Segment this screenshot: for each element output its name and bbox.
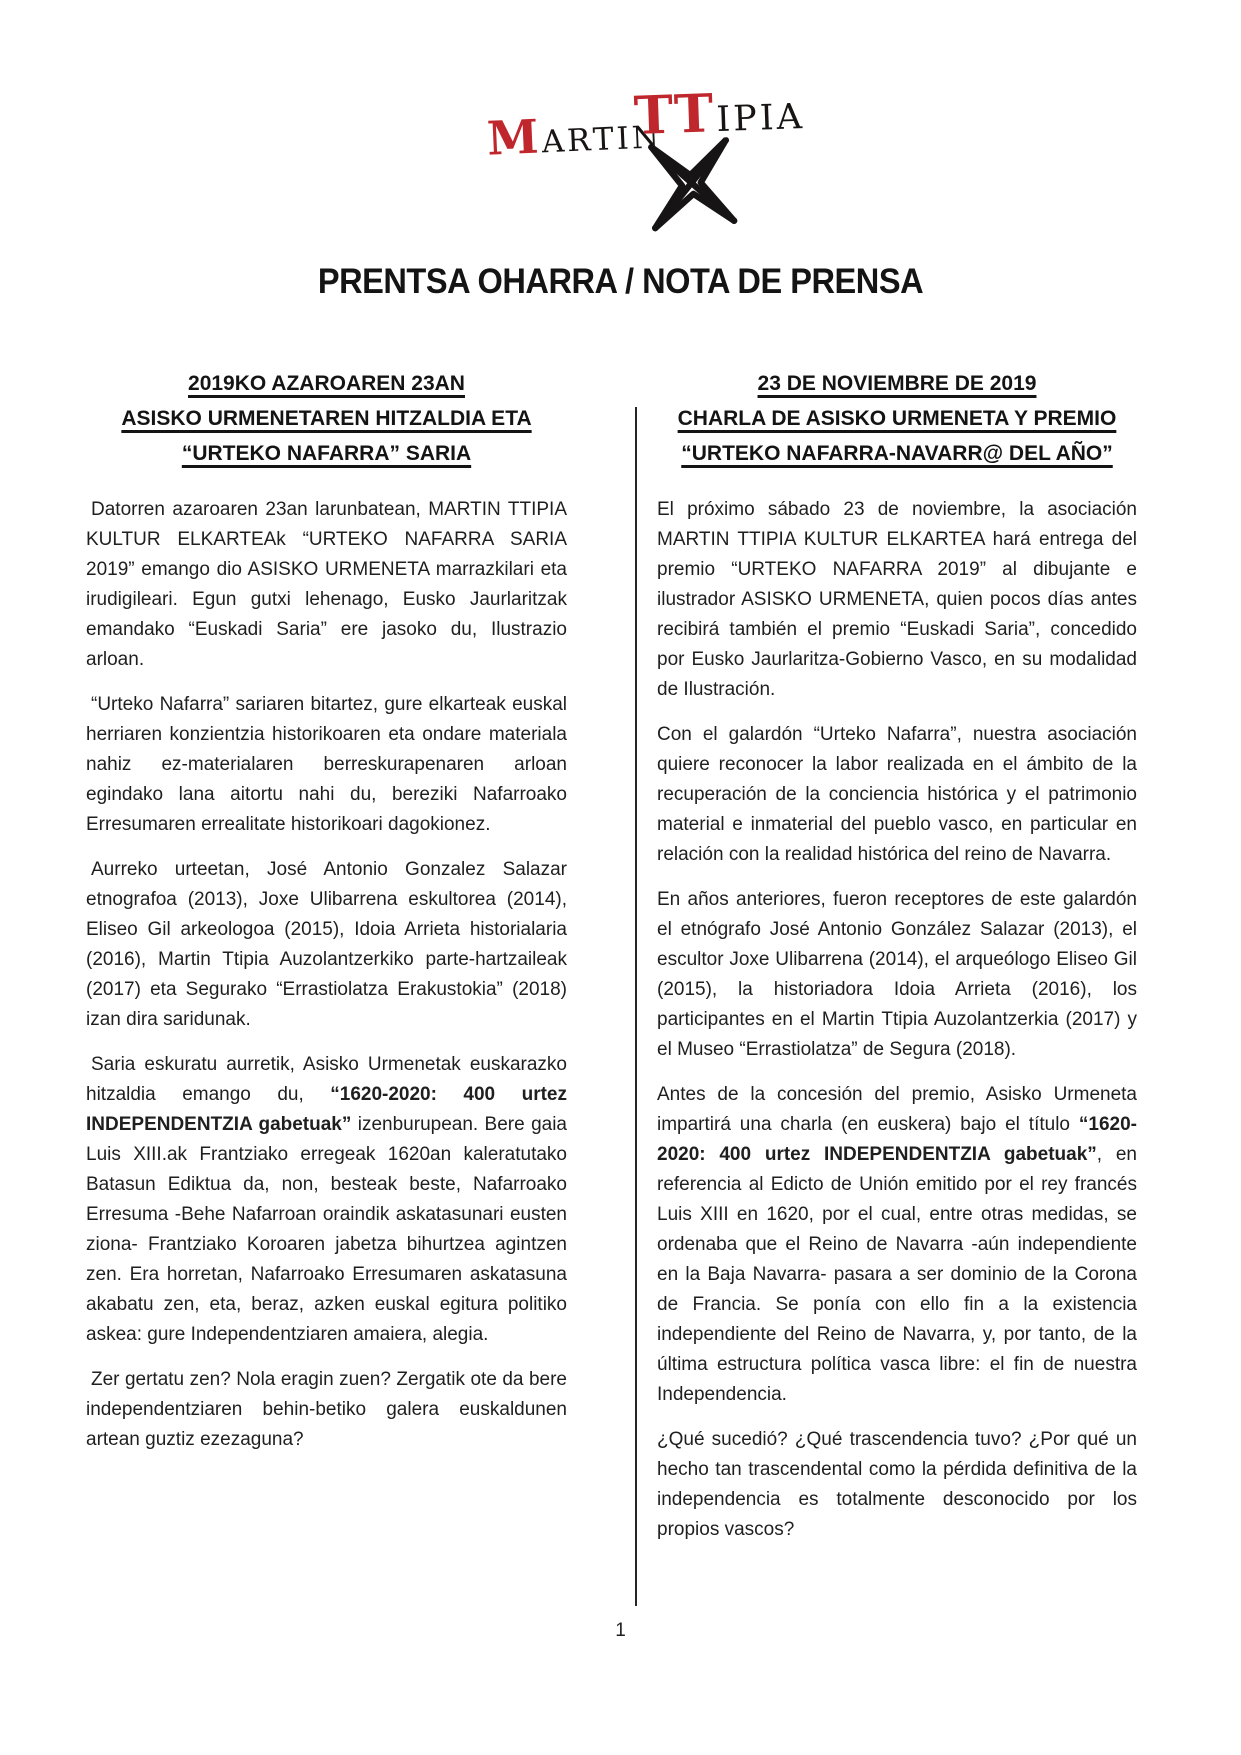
logo-ttipia-rest: IPIA: [715, 97, 806, 141]
spanish-paragraph-4-bold-title: “1620-2020: 400 urtez INDEPENDENTZIA gabetuak”: [657, 1114, 1137, 1165]
basque-paragraph-5: Zer gertatu zen? Nola eragin zuen? Zergatik ote da bere independentziaren behin-betiko galera euskaldunen artean guztiz ezezaguna?: [86, 1369, 567, 1450]
basque-heading-line1: ASISKO URMENETAREN HITZALDIA ETA: [121, 407, 532, 430]
spanish-paragraph-5: ¿Qué sucedió? ¿Qué trascendencia tuvo? ¿Por qué un hecho tan trascendental como la pérdida definitiva de la independencia es totalmente desconocido por los propios vascos?: [657, 1429, 1137, 1540]
spanish-heading: [657, 366, 1137, 471]
logo-martin-rest: ARTIN: [540, 119, 663, 161]
column-divider: [635, 407, 637, 1606]
basque-heading-line2: “URTEKO NAFARRA” SARIA: [181, 442, 472, 465]
crossed-diagonals-icon: [637, 137, 745, 234]
basque-heading: [86, 366, 567, 471]
spanish-paragraph-4: [657, 1080, 1137, 1410]
spanish-paragraph-2: Con el galardón “Urteko Nafarra”, nuestra asociación quiere reconocer la labor realizada en el ámbito de la recuperación de la conciencia histórica y el patrimonio material e inmaterial del pueblo vasco, en particular en relación con la realidad histórica del reino de Navarra.: [657, 724, 1137, 865]
basque-paragraph-4-bold-title: “1620-2020: 400 urtez INDEPENDENTZIA gabetuak”: [86, 1084, 568, 1135]
page-number: 1: [615, 1620, 626, 1641]
spanish-paragraph-1: El próximo sábado 23 de noviembre, la asociación MARTIN TTIPIA KULTUR ELKARTEA hará entrega del premio “URTEKO NAFARRA 2019” al dibujante e ilustrador ASISKO URMENETA, quien pocos días antes recibirá también el premio “Euskadi Saria”, concedido por Eusko Jaurlaritza-Gobierno Vasco, en su modalidad de Ilustración.: [657, 499, 1137, 700]
spanish-paragraph-3: En años anteriores, fueron receptores de este galardón el etnógrafo José Antonio González Salazar (2013), el escultor Joxe Ulibarrena (2014), el arqueólogo Eliseo Gil (2015), la historiadora Idoia Arrieta (2016), los participantes en el Martin Ttipia Auzolantzerkia (2017) y el Museo “Errastiolatza” de Segura (2018).: [657, 889, 1137, 1060]
spanish-paragraph-4-pre: Antes de la concesión del premio, Asisko Urmeneta impartirá una charla (en euskera) bajo el título: [657, 1084, 1137, 1135]
basque-paragraph-4-pre: Saria eskuratu aurretik, Asisko Urmenetak euskarazko hitzaldia emango du,: [86, 1054, 567, 1105]
basque-paragraph-4: [86, 1050, 567, 1350]
basque-column: [86, 366, 567, 1470]
logo-ttipia-initial: TT: [632, 83, 718, 147]
basque-heading-date: 2019KO AZAROAREN 23AN: [188, 372, 465, 395]
spanish-heading-date: 23 DE NOVIEMBRE DE 2019: [757, 372, 1037, 395]
logo-martin-initial: M: [485, 108, 543, 166]
spanish-paragraph-4-post: , en referencia al Edicto de Unión emitido por el rey francés Luis XIII en 1620, por el cual, entre otras medidas, se ordenaba que el Reino de Navarra -aún independiente en la Baja Navarra- pasara a ser dominio de la Corona de Francia. Se ponía con ello fin a la existencia independiente del Reino de Navarra, y, por tanto, de la última estructura política vasca libre: el fin de nuestra Independencia.: [657, 1144, 1137, 1405]
spanish-column: [657, 366, 1137, 1560]
basque-paragraph-1: Datorren azaroaren 23an larunbatean, MARTIN TTIPIA KULTUR ELKARTEAk “URTEKO NAFARRA SARIA 2019” emango dio ASISKO URMENETA marrazkilari eta irudigileari. Egun gutxi lehenago, Eusko Jaurlaritzak emandako “Euskadi Saria” ere jasoko du, Ilustrazio arloan.: [86, 499, 567, 670]
basque-paragraph-4-post: izenburupean. Bere gaia Luis XIII.ak Frantziako erregeak 1620an kaleratutako Batasun Ediktua da, non, besteak beste, Nafarroako Erresuma -Behe Nafarroan oraindik askatasunari eusten ziona- Frantziako Koroaren jabetza bihurtzea agintzen zen. Era horretan, Nafarroako Erresumaren askatasuna akabatu zen, eta, beraz, azken euskal egitura politiko askea: gure Independentziaren amaiera, alegia.: [86, 1114, 567, 1345]
martin-ttipia-logo: [0, 0, 1241, 250]
basque-paragraph-2: “Urteko Nafarra” sariaren bitartez, gure elkarteak euskal herriaren konzientzia historikoaren eta ondare materiala nahiz ez-materialaren berreskurapenaren arloan egindako lana aitortu nahi du, bereziki Nafarroako Erresumaren errealitate historikoari dagokionez.: [86, 694, 567, 835]
spanish-heading-line1: CHARLA DE ASISKO URMENETA Y PREMIO: [677, 407, 1117, 430]
spanish-heading-line2: “URTEKO NAFARRA-NAVARR@ DEL AÑO”: [681, 442, 1113, 465]
logo-word-ttipia: [632, 83, 806, 147]
page-title: PRENTSA OHARRA / NOTA DE PRENSA: [317, 262, 924, 301]
basque-paragraph-3: Aurreko urteetan, José Antonio Gonzalez Salazar etnografoa (2013), Joxe Ulibarrena eskultorea (2014), Eliseo Gil arkeologoa (2015), Idoia Arrieta historialaria (2016), Martin Ttipia Auzolantzerkiko parte-hartzaileak (2017) eta Segurako “Errastiolatza Erakustokia” (2018) izan dira saridunak.: [86, 859, 567, 1030]
